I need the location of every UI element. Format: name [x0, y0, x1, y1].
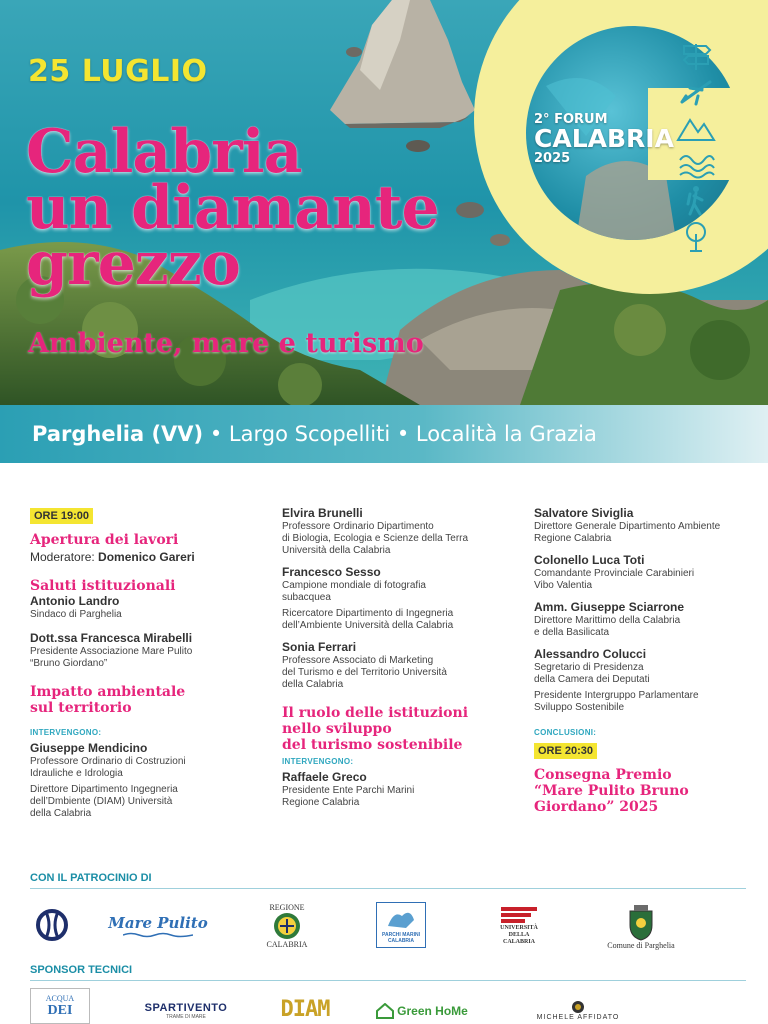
camera-deputati-logo: [30, 900, 74, 950]
green-home-text: Green HoMe: [397, 1004, 468, 1018]
speaker-role: Comandante Provinciale Carabinieri: [534, 568, 695, 579]
speaker-role: del Turismo e del Territorio Università: [282, 667, 447, 678]
comune-parghelia-logo: [600, 898, 682, 954]
title-line: Calabria: [26, 117, 302, 187]
speaker-role: Direttore Dipartimento Ingegneria: [30, 784, 178, 795]
speaker-role: Presidente Ente Parchi Marini: [282, 785, 415, 796]
speaker-role: Campione mondiale di fotografia: [282, 580, 426, 591]
sponsors-title: SPONSOR TECNICI: [30, 964, 133, 976]
speaker-role: Professore Ordinario Dipartimento: [282, 521, 434, 532]
speaker-role: di Biologia, Ecologia e Scienze della Terra: [282, 533, 469, 544]
award-title-line: Consegna Premio: [534, 767, 672, 783]
speakers-label: INTERVENGONO:: [30, 728, 102, 737]
dei-text: DEI: [47, 1002, 73, 1018]
speaker-name: Antonio Landro: [30, 594, 120, 608]
signpost-icon: [676, 40, 716, 72]
speaker-name: Salvatore Siviglia: [534, 506, 634, 520]
regione-calabria-logo: [262, 900, 312, 952]
speaker-role: Presidente Intergruppo Parlamentare: [534, 690, 699, 701]
speaker-role: Ricercatore Dipartimento di Ingegneria: [282, 608, 454, 619]
moderator-label: Moderatore:: [30, 550, 95, 564]
award-title: [534, 767, 756, 815]
speaker-name: Dott.ssa Francesca Mirabelli: [30, 631, 193, 645]
parchi-text: PARCHI MARINI CALABRIA: [382, 932, 420, 944]
camera-emblem: [32, 902, 72, 948]
speaker-role: Regione Calabria: [534, 533, 612, 544]
speaker-role: e della Basilicata: [534, 627, 610, 638]
speaker-role: dell’Dmbiente (DIAM) Università: [30, 796, 173, 807]
comune-text: Comune di Parghelia: [607, 940, 675, 950]
speaker-name: Giuseppe Mendicino: [30, 741, 148, 755]
unical-line: UNIVERSITÀ: [500, 924, 538, 931]
speaker-role: Direttore Marittimo della Calabria: [534, 615, 681, 626]
parchi-marini-logo: [376, 902, 426, 948]
mare-pulito-logo: [108, 910, 208, 942]
speaker-role: Presidente Associazione Mare Pulito: [30, 646, 193, 657]
title-line: grezzo: [26, 229, 240, 299]
speaker-name: Elvira Brunelli: [282, 506, 363, 520]
acqua-text: ACQUA: [45, 993, 75, 1003]
speaker-name: Colonello Luca Toti: [534, 553, 645, 567]
patronage-title: CON IL PATROCINIO DI: [30, 872, 152, 884]
start-time-badge: ORE 19:00: [30, 508, 93, 524]
unical-emblem: [499, 905, 539, 925]
regione-top-text: REGIONE: [269, 903, 305, 912]
unical-logo: [496, 900, 542, 950]
award-title-line: Giordano” 2025: [534, 799, 659, 815]
impact-title-line: sul territorio: [30, 700, 132, 716]
comune-crest: [626, 903, 656, 941]
wave-underline: [123, 932, 193, 938]
unical-text: [500, 925, 538, 946]
speaker-name: Alessandro Colucci: [534, 647, 647, 661]
waves-icon: [676, 148, 716, 180]
location-locality: Località la Grazia: [415, 422, 597, 446]
speaker-role: Segretario di Presidenza: [534, 662, 644, 673]
forum-label: [534, 112, 674, 166]
program-column-1: [30, 506, 266, 820]
unical-line: CALABRIA: [502, 938, 535, 945]
speaker-role: Professore Associato di Marketing: [282, 655, 434, 666]
location-street: • Largo Scopelliti •: [209, 422, 410, 446]
greetings-title: Saluti istituzionali: [30, 578, 176, 594]
house-icon: [376, 1003, 394, 1019]
location-bar: [0, 405, 768, 463]
award-title-line: “Mare Pulito Bruno: [534, 783, 689, 799]
michele-affidato-logo: [530, 996, 626, 1024]
mare-pulito-text: Mare Pulito: [108, 914, 208, 932]
speaker-role: Sindaco di Parghelia: [30, 609, 122, 620]
moderator-name: Domenico Gareri: [98, 550, 195, 564]
institutions-title-line: Il ruolo delle istituzioni: [282, 705, 469, 721]
program-column-3: [534, 506, 756, 815]
speaker-name: Raffaele Greco: [282, 770, 367, 784]
spartivento-sub: TRAME DI MARE: [166, 1014, 206, 1020]
hero-banner: [0, 0, 768, 405]
spartivento-text: SPARTIVENTO: [144, 1002, 228, 1014]
spartivento-logo: [136, 1000, 236, 1022]
speaker-name: Francesco Sesso: [282, 565, 381, 579]
speaker-role: della Camera dei Deputati: [534, 674, 650, 685]
regione-bottom-text: CALABRIA: [266, 940, 308, 949]
green-home-logo: [372, 1000, 472, 1022]
location-town: Parghelia (VV): [32, 422, 204, 446]
institutions-title-line: del turismo sostenibile: [282, 737, 463, 753]
acqua-dei-logo: [30, 988, 90, 1024]
airplane-icon: [676, 76, 716, 108]
institutions-title-line: nello sviluppo: [282, 721, 392, 737]
diam-text: DIAM: [280, 996, 330, 1022]
opening-title: Apertura dei lavori: [30, 532, 179, 548]
impact-title: [30, 684, 266, 716]
tree-icon: [676, 220, 716, 252]
moderator-line: [30, 550, 266, 564]
speaker-role: Sviluppo Sostenibile: [534, 702, 625, 713]
impact-title-line: Impatto ambientale: [30, 684, 186, 700]
sponsors-divider: [30, 980, 746, 981]
program-column-2: [282, 506, 518, 809]
speaker-role: Regione Calabria: [282, 797, 360, 808]
speaker-role: della Calabria: [30, 808, 92, 819]
forum-region: CALABRIA: [534, 124, 674, 153]
diam-logo: [280, 994, 330, 1024]
speaker-name: Amm. Giuseppe Sciarrone: [534, 600, 685, 614]
affidato-emblem: [571, 1000, 585, 1014]
institutions-title: [282, 705, 518, 753]
forum-icon-column: [676, 40, 736, 256]
speaker-role: della Calabria: [282, 679, 344, 690]
speaker-role: Direttore Generale Dipartimento Ambiente: [534, 521, 721, 532]
speaker-name: Sonia Ferrari: [282, 640, 357, 654]
mountains-icon: [676, 112, 716, 144]
speaker-role: Vibo Valentia: [534, 580, 593, 591]
closing-time-badge: ORE 20:30: [534, 743, 597, 759]
patronage-divider: [30, 888, 746, 889]
speaker-role: Università della Calabria: [282, 545, 391, 556]
title-line: un diamante: [26, 173, 439, 243]
speaker-role: subacquea: [282, 592, 331, 603]
event-date: 25 LUGLIO: [28, 54, 208, 89]
speakers-label: INTERVENGONO:: [282, 757, 354, 766]
unical-line: DELLA: [508, 931, 530, 938]
event-subtitle: Ambiente, mare e turismo: [28, 328, 424, 359]
parchi-emblem: [384, 906, 418, 932]
speaker-role: Idrauliche e Idrologia: [30, 768, 123, 779]
speaker-role: Professore Ordinario di Costruzioni: [30, 756, 186, 767]
speaker-role: “Bruno Giordano”: [30, 658, 108, 669]
speaker-role: dell’Ambiente Università della Calabria: [282, 620, 454, 631]
affidato-text: MICHELE AFFIDATO: [536, 1013, 620, 1021]
event-title: [26, 117, 439, 299]
location-text: [32, 422, 597, 446]
regione-crest: [273, 912, 301, 940]
forum-year: 2025: [534, 151, 571, 166]
conclusions-label: CONCLUSIONI:: [534, 728, 597, 737]
hiker-icon: [676, 184, 716, 216]
forum-edition: 2° FORUM: [534, 112, 608, 127]
